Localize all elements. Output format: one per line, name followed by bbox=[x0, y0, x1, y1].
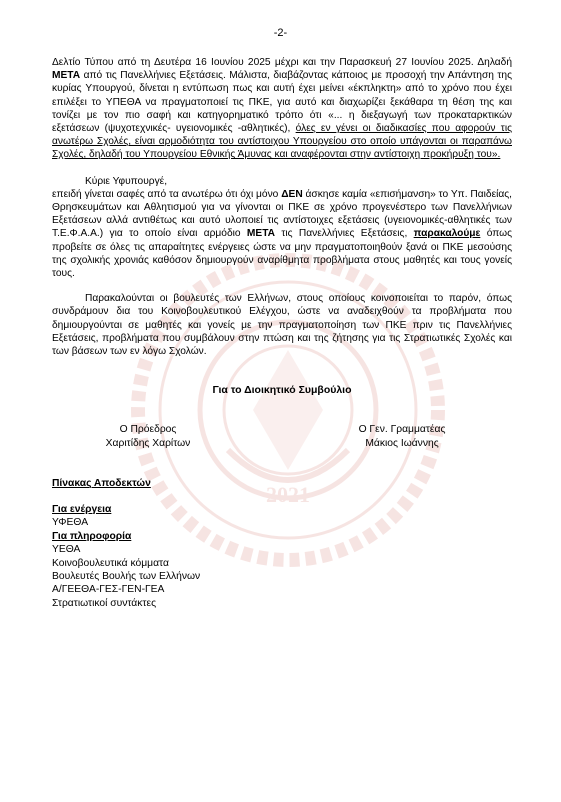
recipient-item: ΥΦΕΘΑ bbox=[52, 517, 89, 529]
watermark-year: 2021 bbox=[266, 482, 310, 507]
p2-text-1: επειδή γίνεται σαφές από τα ανωτέρω ότι όχι μόνο bbox=[52, 188, 282, 200]
paragraph-mps: Παρακαλούνται οι βουλευτές των Ελλήνων, στους οποίους κοινοποιείται το παρόν, όπως συνδράμουν δια του Κοινοβουλευτικού Ελέγχου, ώστε να αναδειχθούν τα προβλήματα που δημιουργούνται σε μαθητές και γονείς με την πραγματοποίηση των ΠΚΕ πριν τις Πανελλήνιες Εξετάσεις, προβλήματα που συμβάλουν στην πτώση και της ζήτησης για τις Στρατιωτικές Σχολές και των βάσεων των εν λόγω Σχολών. bbox=[52, 293, 512, 358]
p2-bold-underlined-request: παρακαλούμε bbox=[413, 228, 481, 240]
signatory-role: Ο Πρόεδρος bbox=[119, 424, 177, 436]
p1-bold-meta: ΜΕΤΑ bbox=[52, 70, 81, 82]
recipient-item: Α/ΓΕΕΘΑ-ΓΕΣ-ΓΕΝ-ΓΕΑ bbox=[52, 584, 165, 596]
signatures bbox=[52, 423, 512, 455]
recipient-item: Κοινοβουλευτικά κόμματα bbox=[52, 557, 169, 569]
recipient-item: ΥΕΘΑ bbox=[52, 544, 81, 556]
p1-text-2: από τις Πανελλήνιες Εξετάσεις. Μάλιστα, διαβάζοντας κάποιος με προσοχή την Απάντηση της κυρίας Υπουργού, δίνεται η εντύπωση πως και αυτή έχει μείνει «έκπληκτη» από το χρόνο που έχει επιλέξει το ΥΠΕΘΑ να πραγματοποιεί τις ΠΚΕ, για αυτό και διαχωρίζει ξεκάθαρα τη θέση της και τονίζει με τον πιο σαφή και κατηγορηματικό τρόπο ότι «... η διεξαγωγή των προκαταρκτικών εξετάσεων (ψυχοτεχνικές- υγειονομικές -αθλητικές), bbox=[52, 70, 512, 135]
p2-bold-meta: ΜΕΤΑ bbox=[246, 228, 276, 240]
recipients-action-label: Για ενέργεια bbox=[52, 503, 112, 515]
signatory-name: Μάκιος Ιωάννης bbox=[365, 438, 439, 450]
p1-text-1: Δελτίο Τύπου από τη Δευτέρα 16 Ιουνίου 2025 μέχρι και την Παρασκευή 27 Ιουνίου 2025. Δηλαδή bbox=[52, 57, 512, 68]
recipients-title: Πίνακας Αποδεκτών bbox=[52, 478, 151, 490]
recipient-item: Βουλευτές Βουλής των Ελλήνων bbox=[52, 570, 201, 582]
page-number: -2- bbox=[273, 27, 288, 39]
p2-text-2: άσκησε καμία «επισήμανση» το Υπ. Παιδείας, Θρησκευμάτων και Αθλητισμού για να γίνονται οι ΠΚΕ σε χρόνο προγενέστερο των Πανελλήνιων Εξετάσεων αλλά αντιθέτως και αυτό υλοποιεί τις αντίστοιχες εξετάσεις (υγειονομικές-αθλητικές των Τ.Ε.Φ.Α.Α.) για το οποίο είναι αρμόδιο bbox=[52, 188, 512, 240]
p2-text-3: τις Πανελλήνιες Εξετάσεις, bbox=[275, 228, 414, 240]
p2-text-4: όπως προβείτε σε όλες τις απαραίτητες ενέργειες ώστε να μην πραγματοποιηθούν ξανά οι ΠΚΕ μεσούσης της σχολικής χρονιάς καθόσον δημιουργούν αναρίθμητα προβλήματα στους μαθητές και τους γονείς τους. bbox=[52, 228, 512, 280]
document-body bbox=[52, 56, 512, 610]
p1-underlined-quote: όλες εν γένει οι διαδικασίες που αφορούν τις ανωτέρω Σχολές, είναι αρμοδιότητα του αντίστοιχου Υπουργείου στο οποίο υπάγονται οι παραπάνω Σχολές, δηλαδή του Υπουργείου Εθνικής Άμυνας και αναφέρονται στην αντίστοιχη προκήρυξη του». bbox=[52, 123, 512, 161]
paragraph-request bbox=[52, 188, 512, 280]
signature-president bbox=[88, 423, 208, 451]
signatory-name: Χαριτίδης Χαρίτων bbox=[105, 438, 191, 450]
recipient-item: Στρατιωτικοί συντάκτες bbox=[52, 597, 157, 609]
signature-secretary bbox=[342, 423, 462, 451]
signatory-role: Ο Γεν. Γραμματέας bbox=[358, 424, 446, 436]
recipients-info-label: Για πληροφορία bbox=[52, 530, 132, 542]
greeting: Κύριε Υφυπουργέ, bbox=[85, 175, 168, 187]
recipients-table bbox=[52, 477, 512, 610]
signature-heading: Για το Διοικητικό Συμβούλιο bbox=[212, 384, 352, 397]
paragraph-press-release bbox=[52, 56, 512, 162]
p2-bold-den: ΔΕΝ bbox=[281, 188, 303, 200]
